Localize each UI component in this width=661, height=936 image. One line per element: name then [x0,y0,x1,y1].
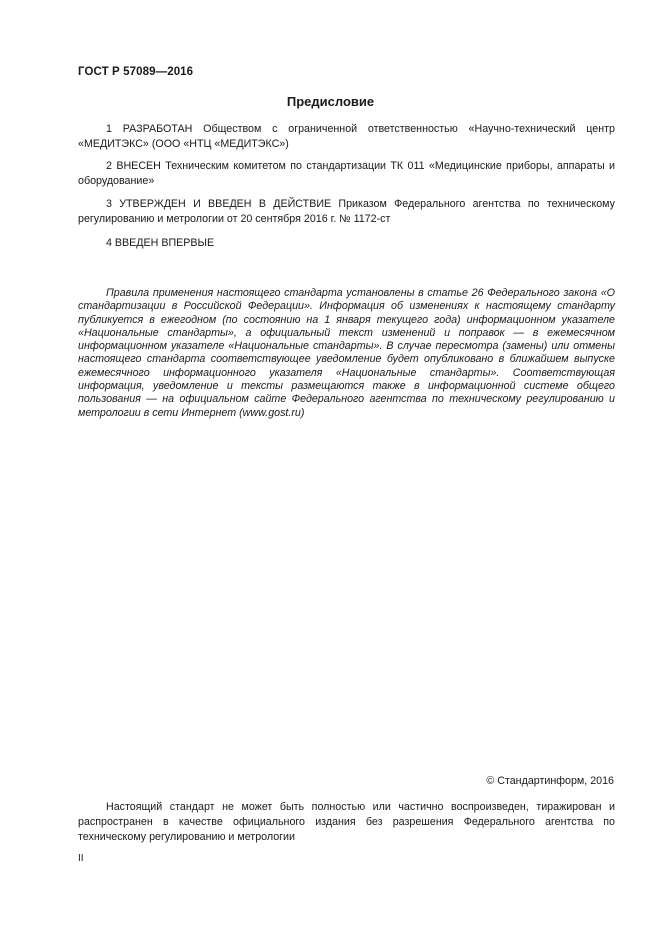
application-rules-note: Правила применения настоящего стандарта установлены в статье 26 Федерального закона «О стандартизации в Российской Федерации». Информация об изменениях к настоящему стандарту публикуется в ежегодном (по состоянию на 1 января текущего года) информационном указателе «Национальные стандарты», а официальный текст изменений и поправок — в ежемесячном информационном указателе «Национальные стандарты». В случае пересмотра (замены) или отмены настоящего стандарта соответствующее уведомление будет опубликовано в ближайшем выпуске ежемесячного информационного указателя «Национальные стандарты». Соответствующая информация, уведомление и тексты размещаются также в информационной системе общего пользования — на официальном сайте Федерального агентства по техническому регулированию и метрологии в сети Интернет (www.gost.ru) [78,287,615,419]
copyright-notice: © Стандартинформ, 2016 [486,775,614,787]
page-title: Предисловие [286,94,375,109]
foreword-item-2: 2 ВНЕСЕН Техническим комитетом по стандартизации ТК 011 «Медицинские приборы, аппараты и оборудование» [78,160,615,188]
foreword-item-4: 4 ВВЕДЕН ВПЕРВЫЕ [106,237,215,249]
document-number: ГОСТ Р 57089—2016 [78,66,194,78]
page-number: II [78,853,84,864]
foreword-item-3: 3 УТВЕРЖДЕН И ВВЕДЕН В ДЕЙСТВИЕ Приказом Федерального агентства по техническому регулированию и метрологии от 20 сентября 2016 г. № 1172-ст [78,198,615,226]
foreword-item-1: 1 РАЗРАБОТАН Обществом с ограниченной ответственностью «Научно-технический центр «МЕДИТЭКС» (ООО «НТЦ «МЕДИТЭКС») [78,123,615,151]
legal-notice: Настоящий стандарт не может быть полностью или частично воспроизведен, тиражирован и распространен в качестве официального издания без разрешения Федерального агентства по техническому регулированию и метрологии [78,801,615,843]
